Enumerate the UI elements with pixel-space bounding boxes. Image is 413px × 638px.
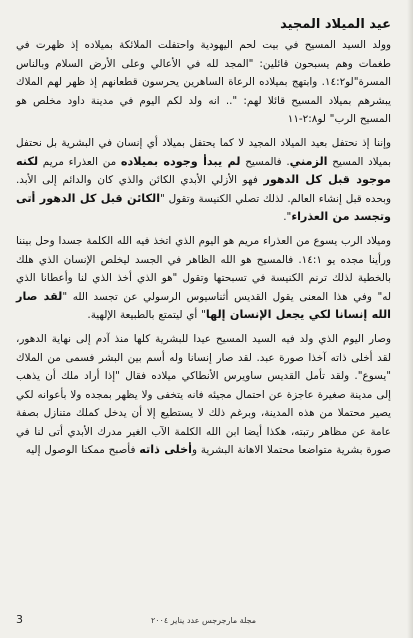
paragraph-2-text-2: . فالمسيح [240,155,290,168]
paragraph-4 [16,330,391,460]
paragraph-4-text-1: وصار اليوم الذي ولد فيه السيد المسيح عيدا للبشرية كلها منذ آدم إلى نهاية الدهور، لقد أخلى ذاته آخذا صورة عبد. لقد صار إنسانا وله أسم بين البشر فسمى من الملاك "يسوع". ولقد تأمل القديس ساويرس الأنطاكي ميلاده فقال "إذا أراد ملك أن يذهب إلى مدينة صغيرة عاجزة عن احتمال مجيئه فانه يتخفى ولا يظهر بمجده ولا بأعوانه لكي يصير محتملا من هذه المدينة، وبرغم ذلك لا يستطيع إلا أن يدخل كملك متنازل بصفة عامة عن مظاهر رتبته، هكذا أيضا ابن الله الكلمة الآب الغير مدرك الأبدي أتى لنا في صورة بشرية متواضعا محتملا الاهانة البشرية و [16,332,391,457]
paragraph-3-emphasis-1: لقد صار الله إنسانا لكي يجعل الإنسان إلها [16,289,391,322]
page-number: 3 [16,613,23,626]
paragraph-3 [16,232,391,325]
magazine-issue-caption: مجلة مارجرجس عدد يناير ٢٠٠٤ [150,616,257,625]
paragraph-2-emphasis-2: لم يبدأ وجوده بميلاده [120,154,241,168]
paragraph-1-text-1: وولد السيد المسيح في بيت لحم اليهودية واحتفلت الملائكة بميلاده إذ ظهرت في طغمات وهم يسبحون قائلين: "المجد لله في الأعالي وعلى الأرض السلام وبالناس المسرة"لو١٤:٢. وابتهج بميلاده الرعاة الساهرين يحرسون قطعانهم إذ ظهر لهم الملاك يبشرهم بميلاد المسيح قائلا لهم: ".. انه ولد لكم اليوم في مدينة داود مخلص هو المسيح الرب" لو٢:٨-١١ [16,39,391,126]
paragraph-1 [16,36,391,129]
paragraph-2-text-5: ". [283,211,292,224]
paragraph-4-emphasis-1: أخلى ذاته [139,443,192,457]
paragraph-2-text-3: من العذراء مريم [38,155,121,168]
paragraph-2-emphasis-3: لكنه موجود قبل كل الدهور [16,154,391,187]
section-heading: عيد الميلاد المجيد [280,17,391,32]
paragraph-2 [16,134,391,227]
paragraph-3-text-1: وميلاد الرب يسوع من العذراء مريم هو اليوم الذي اتخذ فيه الله الكلمة جسدا وحل بيننا ورأينا مجده يو ١٤:١. فالمسيح هو الله الظاهر في الجسد ليخلص الإنسان الذي هلك بالخطية لذلك ترنم الكنيسة في تسبحتها وتقول "هو الذي أخذ الذي لنا وأعطانا الذي له" وفي هذا المعنى يقول القديس أثناسيوس الرسولي عن تجسد الله " [16,234,391,303]
paragraph-2-text-1: وإننا إذ نحتفل بعيد الميلاد المجيد لا كما يحتفل بميلاد أي إنسان في البشرية بل نحتفل بميلاد المسيح [16,136,392,168]
paragraph-4-text-2: فأصبح ممكنا الوصول إليه [25,444,140,457]
paragraph-2-emphasis-4: الكائن قبل كل الدهور أتى وتجسد من العذراء [16,191,391,224]
scan-edge-shadow [407,0,413,638]
page-footer [16,612,391,626]
paragraph-2-emphasis-1: الزمني [289,154,328,168]
paragraph-2-text-4: فهو الأزلي الأبدي الكائن والذي كان والدائم إلى الأبد. وبحده قبل إنشاء العالم. لذلك تصلي الكنيسة وتقول " [16,174,392,205]
paragraph-3-text-2: " أي ليتمتع بالطبيعة الإلهية. [87,309,206,322]
